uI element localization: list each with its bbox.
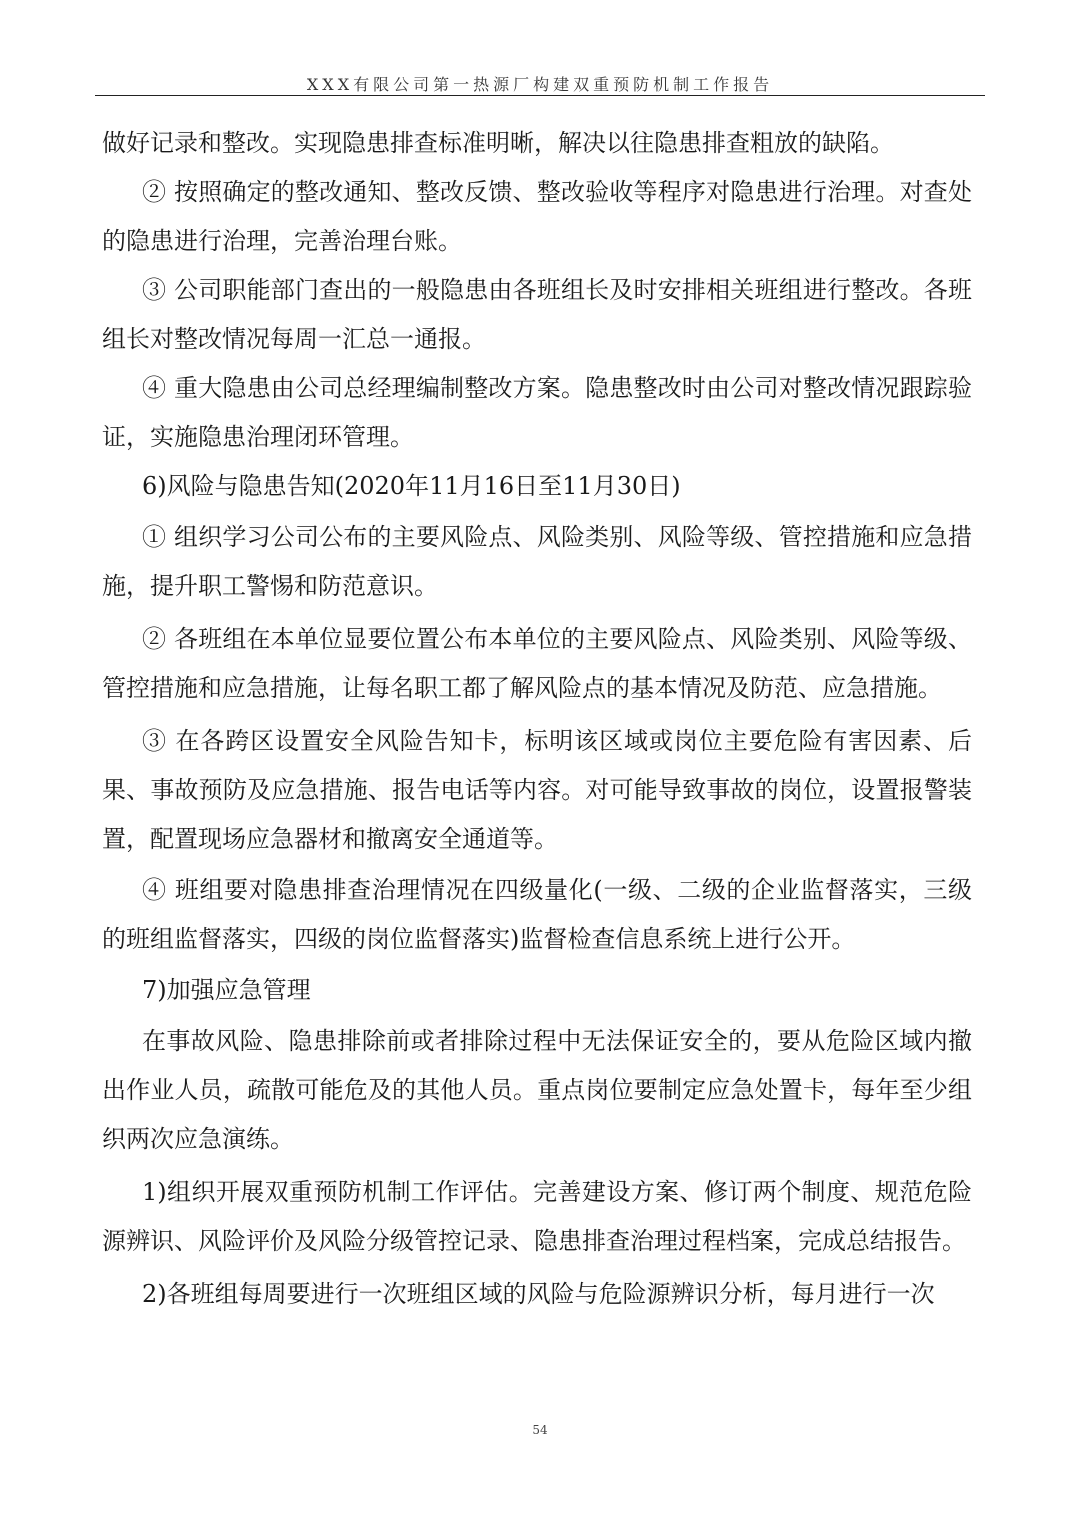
running-header: XXX有限公司第一热源厂构建双重预防机制工作报告 [306, 75, 774, 94]
paragraph-emergency: 在事故风险、隐患排除前或者排除过程中无法保证安全的，要从危险区域内撤出作业人员，疏散可能危及的其他人员。重点岗位要制定应急处置卡，每年至少组织两次应急演练。 [102, 1027, 972, 1153]
page-number: 54 [532, 1423, 548, 1437]
paragraph-continuation: 做好记录和整改。实现隐患排查标准明晰，解决以往隐患排查粗放的缺陷。 [102, 129, 894, 157]
header-divider [95, 95, 985, 96]
paragraph-notice-1: ① 组织学习公司公布的主要风险点、风险类别、风险等级、管控措施和应急措施，提升职工警惕和防范意识。 [102, 523, 972, 600]
paragraph-notice-2: ② 各班组在本单位显要位置公布本单位的主要风险点、风险类别、风险等级、管控措施和应急措施，让每名职工都了解风险点的基本情况及防范、应急措施。 [102, 625, 972, 702]
paragraph-item-2: ② 按照确定的整改通知、整改反馈、整改验收等程序对隐患进行治理。对查处的隐患进行治理，完善治理台账。 [102, 178, 972, 255]
paragraph-item-4: ④ 重大隐患由公司总经理编制整改方案。隐患整改时由公司对整改情况跟踪验证，实施隐患治理闭环管理。 [102, 374, 972, 451]
section-heading-risk-notification: 6)风险与隐患告知(2020年11月16日至11月30日) [142, 472, 681, 500]
paragraph-evaluation-2: 2)各班组每周要进行一次班组区域的风险与危险源辨识分析，每月进行一次 [142, 1280, 935, 1308]
document-body [102, 119, 972, 1319]
section-heading-emergency: 7)加强应急管理 [142, 976, 311, 1004]
paragraph-item-3: ③ 公司职能部门查出的一般隐患由各班组长及时安排相关班组进行整改。各班组长对整改情况每周一汇总一通报。 [102, 276, 972, 353]
paragraph-notice-4: ④ 班组要对隐患排查治理情况在四级量化(一级、二级的企业监督落实，三级的班组监督落实，四级的岗位监督落实)监督检查信息系统上进行公开。 [102, 876, 972, 953]
paragraph-notice-3: ③ 在各跨区设置安全风险告知卡，标明该区域或岗位主要危险有害因素、后果、事故预防及应急措施、报告电话等内容。对可能导致事故的岗位，设置报警装置，配置现场应急器材和撤离安全通道等。 [102, 727, 972, 853]
paragraph-evaluation-1: 1)组织开展双重预防机制工作评估。完善建设方案、修订两个制度、规范危险源辨识、风险评价及风险分级管控记录、隐患排查治理过程档案，完成总结报告。 [102, 1178, 972, 1255]
